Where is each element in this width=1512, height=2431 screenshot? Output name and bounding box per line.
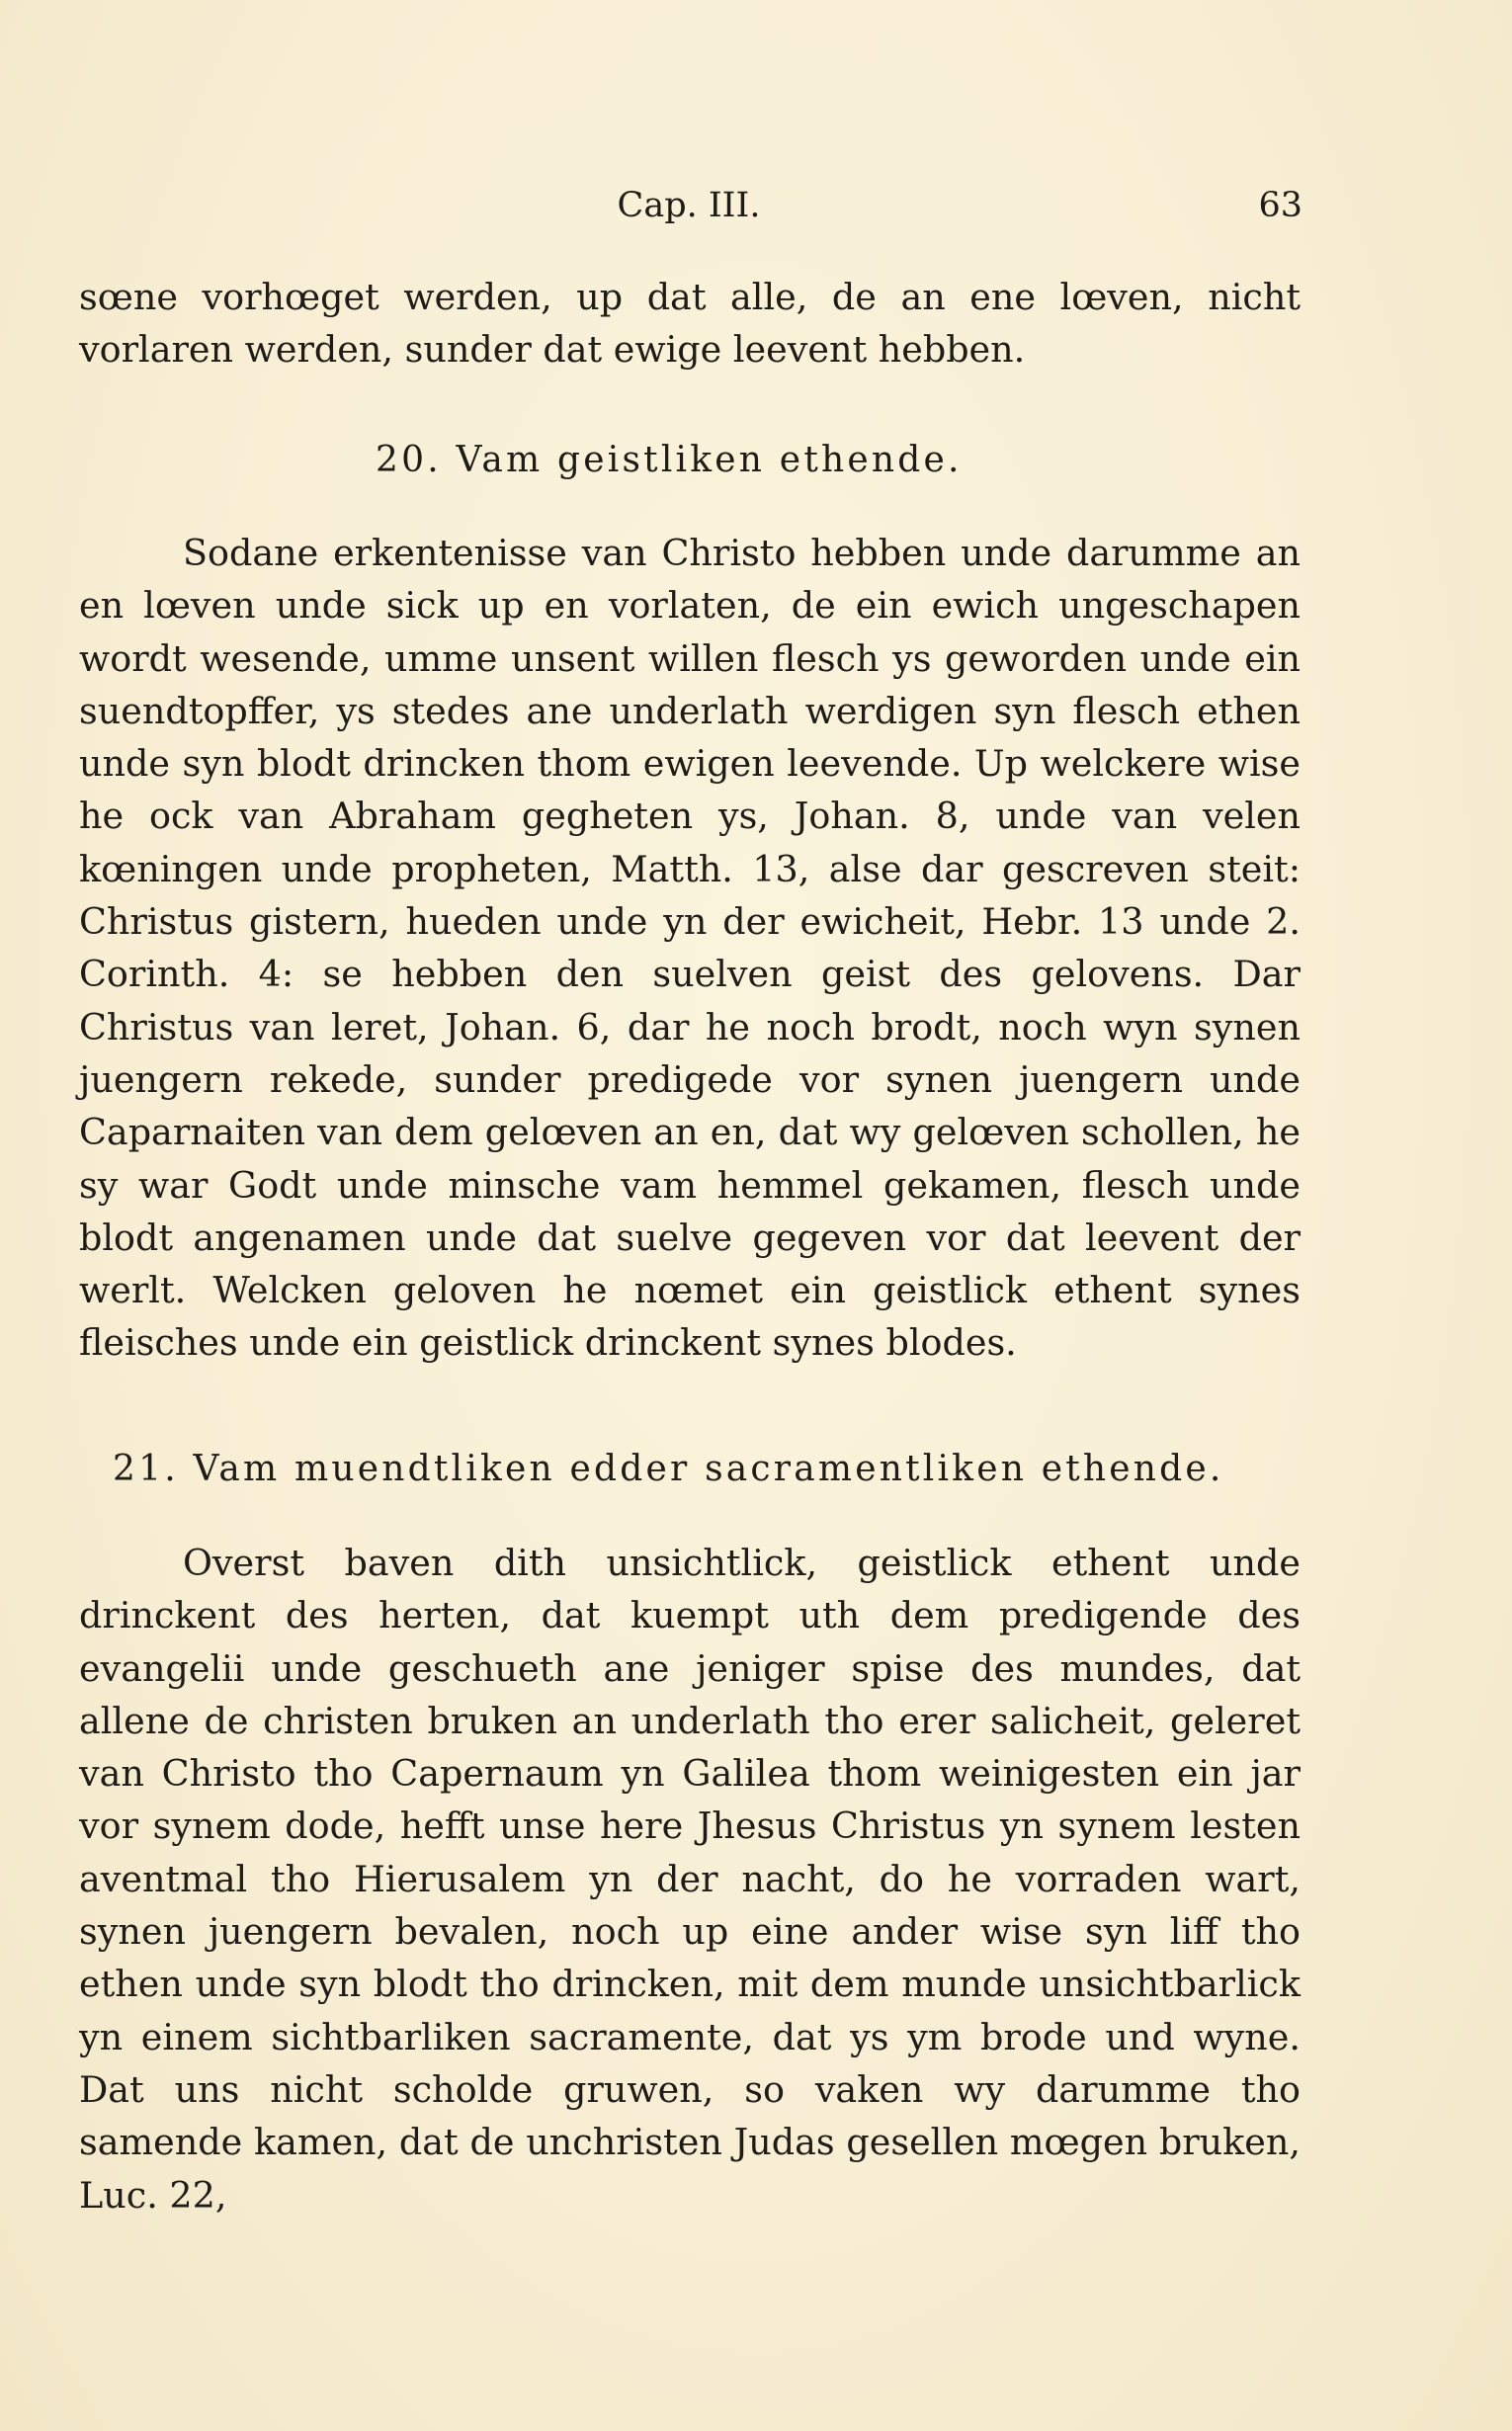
paragraph-text: Overst baven dith unsichtlick, geistlick ethent unde drinckent des herten, dat kuempt uth dem predigende des evangelii unde geschueth ane jeniger spise des mundes, dat allene de christen bruken an underlath tho erer salicheit, geleret van Christo tho Capernaum yn Galilea thom weinigesten ein jar vor synem dode, hefft unse here Jhesus Christus yn synem lesten aventmal tho Hierusalem yn der nacht, do he vorraden wart, synen juengern bevalen, noch up eine ander wise syn liff tho ethen unde syn blodt tho drincken, mit dem munde unsichtbarlick yn einem sichtbarliken sacramente, dat ys ym brode und wyne. Dat uns nicht scholde gruwen, so vaken wy darumme tho samende kamen, dat de unchristen Judas gesellen mœgen bruken, Luc. 22, xyxy=(79,1542,1301,2217)
paragraph-text: Sodane erkentenisse van Christo hebben unde darumme an en lœven unde sick up en vorlaten, de ein ewich ungeschapen wordt wesende, umme unsent willen flesch ys geworden unde ein suendtopffer, ys stedes ane underlath werdigen syn flesch ethen unde syn blodt drincken thom ewigen leevende. Up welckere wise he ock van Abraham gegheten ys, Johan. 8, unde van velen kœningen unde propheten, Matth. 13, alse dar gescreven steit: Christus gistern, hueden unde yn der ewicheit, Hebr. 13 unde 2. Corinth. 4: se hebben den suelven geist des gelovens. Dar Christus van leret, Johan. 6, dar he noch brodt, noch wyn synen juengern rekede, sunder predigede vor synen juengern unde Caparnaiten van dem gelœven an en, dat wy gelœven schollen, he sy war Godt unde minsche vam hemmel gekamen, flesch unde blodt angenamen unde dat suelve gegeven vor dat leevent der werlt. Welcken geloven he nœmet ein geistlick ethent synes fleisches unde ein geistlick drinckent synes blodes. xyxy=(79,532,1301,1365)
page-number: 63 xyxy=(1258,186,1302,225)
paragraph-text: sœne vorhœget werden, up dat alle, de an ene lœven, nicht vorlaren werden, sunder dat ewige leevent hebben. xyxy=(79,276,1301,372)
paragraph-continuation xyxy=(79,271,1301,377)
paragraph-section-21 xyxy=(79,1537,1301,2221)
section-heading-20: 20. Vam geistliken ethende. xyxy=(376,440,963,480)
paragraph-section-20 xyxy=(79,527,1301,1370)
running-title: Cap. III. xyxy=(617,186,761,225)
page-header xyxy=(75,176,1302,235)
section-heading-21: 21. Vam muendtliken edder sacramentliken ethende. xyxy=(113,1449,1224,1489)
